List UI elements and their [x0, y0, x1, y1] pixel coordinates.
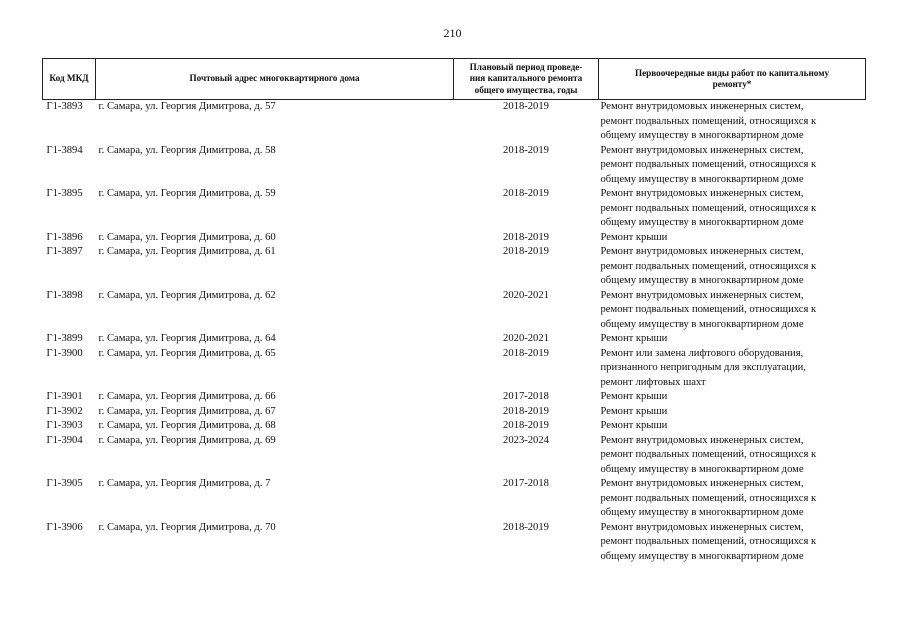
- period-cell: 2018-2019: [503, 101, 549, 112]
- mkd-code-cell: Г1-3901: [46, 391, 83, 402]
- mkd-code-cell: Г1-3899: [46, 333, 83, 344]
- table-row: [43, 100, 866, 144]
- period-cell: 2018-2019: [503, 144, 549, 156]
- works-line: Ремонт внутридомовых инженерных систем,: [600, 144, 804, 156]
- works-line: ремонт лифтовых шахт: [600, 376, 706, 388]
- period-cell: 2018-2019: [503, 521, 549, 533]
- address-cell: г. Самара, ул. Георгия Димитрова, д. 58: [98, 144, 276, 156]
- period-cell: 2018-2019: [503, 347, 549, 359]
- address-cell: г. Самара, ул. Георгия Димитрова, д. 7: [98, 478, 271, 489]
- works-cell: [599, 434, 866, 478]
- works-cell: [599, 477, 866, 521]
- works-line: ремонт подвальных помещений, относящихся к: [600, 449, 817, 460]
- mkd-code-cell: Г1-3894: [46, 144, 83, 156]
- table-row: [43, 521, 866, 565]
- mkd-code-cell: Г1-3896: [46, 231, 83, 243]
- period-cell: 2017-2018: [503, 391, 549, 402]
- table-header-row: [43, 59, 866, 100]
- works-cell: [599, 332, 866, 347]
- works-cell: [599, 245, 866, 289]
- works-line: Ремонт крыши: [600, 231, 668, 243]
- period-cell: 2018-2019: [503, 231, 549, 243]
- header-period-line: общего имущества, годы: [474, 84, 578, 95]
- works-line: ремонт подвальных помещений, относящихся к: [600, 115, 817, 127]
- address-cell: г. Самара, ул. Георгия Димитрова, д. 61: [98, 246, 276, 257]
- table-row: [43, 347, 866, 391]
- works-line: Ремонт внутридомовых инженерных систем,: [600, 478, 804, 489]
- address-cell: г. Самара, ул. Георгия Димитрова, д. 70: [98, 521, 276, 533]
- header-code: Код МКД: [43, 59, 96, 100]
- works-cell: [599, 144, 866, 188]
- works-cell: [599, 521, 866, 565]
- address-cell: г. Самара, ул. Георгия Димитрова, д. 60: [98, 231, 276, 243]
- table-row: [43, 405, 866, 420]
- works-cell: [599, 289, 866, 333]
- period-cell: 2017-2018: [503, 478, 549, 489]
- capital-repair-table: [42, 58, 866, 564]
- works-cell: [599, 405, 866, 420]
- works-line: общему имуществу в многоквартирном доме: [600, 173, 804, 185]
- works-cell: [599, 390, 866, 405]
- table-row: [43, 390, 866, 405]
- table-row: [43, 144, 866, 188]
- works-line: Ремонт крыши: [600, 405, 668, 417]
- works-line: общему имуществу в многоквартирном доме: [600, 550, 804, 562]
- works-line: Ремонт или замена лифтового оборудования,: [600, 347, 804, 359]
- works-line: ремонт подвальных помещений, относящихся к: [600, 202, 817, 214]
- works-line: Ремонт крыши: [600, 391, 668, 402]
- works-line: признанного непригодным для эксплуатации,: [600, 362, 806, 373]
- period-cell: 2018-2019: [503, 188, 549, 199]
- header-address: Почтовый адрес многоквартирного дома: [96, 59, 454, 100]
- works-line: ремонт подвальных помещений, относящихся к: [600, 536, 817, 547]
- works-line: общему имуществу в многоквартирном доме: [600, 130, 804, 141]
- period-cell: 2020-2021: [503, 289, 549, 301]
- works-line: Ремонт внутридомовых инженерных систем,: [600, 188, 804, 199]
- header-period: [454, 59, 599, 100]
- works-line: общему имуществу в многоквартирном доме: [600, 318, 804, 330]
- works-cell: [599, 100, 866, 144]
- table-row: [43, 332, 866, 347]
- period-cell: 2018-2019: [503, 405, 549, 417]
- mkd-code-cell: Г1-3906: [46, 521, 83, 533]
- works-line: Ремонт внутридомовых инженерных систем,: [600, 289, 804, 301]
- works-line: ремонт подвальных помещений, относящихся к: [600, 260, 817, 272]
- address-cell: г. Самара, ул. Георгия Димитрова, д. 62: [98, 289, 276, 301]
- works-cell: [599, 419, 866, 434]
- address-cell: г. Самара, ул. Георгия Димитрова, д. 69: [98, 434, 276, 446]
- header-works-line: ремонту*: [712, 79, 752, 89]
- header-works: [599, 59, 866, 100]
- period-cell: 2020-2021: [503, 333, 549, 344]
- table-row: [43, 187, 866, 231]
- address-cell: г. Самара, ул. Георгия Димитрова, д. 59: [98, 188, 276, 199]
- address-cell: г. Самара, ул. Георгия Димитрова, д. 66: [98, 391, 276, 402]
- address-cell: г. Самара, ул. Георгия Димитрова, д. 65: [98, 347, 276, 359]
- works-line: Ремонт внутридомовых инженерных систем,: [600, 434, 804, 446]
- works-line: общему имуществу в многоквартирном доме: [600, 275, 804, 286]
- address-cell: г. Самара, ул. Георгия Димитрова, д. 68: [98, 420, 276, 431]
- works-line: общему имуществу в многоквартирном доме: [600, 217, 804, 228]
- table-row: [43, 245, 866, 289]
- works-line: ремонт подвальных помещений, относящихся к: [600, 159, 817, 170]
- mkd-code-cell: Г1-3897: [46, 246, 83, 257]
- mkd-code-cell: Г1-3902: [46, 405, 83, 417]
- mkd-code-cell: Г1-3893: [46, 101, 83, 112]
- table-row: [43, 419, 866, 434]
- period-cell: 2018-2019: [503, 420, 549, 431]
- works-cell: [599, 187, 866, 231]
- address-cell: г. Самара, ул. Георгия Димитрова, д. 64: [98, 333, 276, 344]
- header-period-line: Плановый период проведе-: [469, 61, 583, 72]
- period-cell: 2023-2024: [503, 434, 549, 446]
- header-period-line: ния капитального ремонта: [469, 73, 583, 84]
- mkd-code-cell: Г1-3900: [46, 347, 83, 359]
- address-cell: г. Самара, ул. Георгия Димитрова, д. 57: [98, 101, 276, 112]
- works-line: ремонт подвальных помещений, относящихся к: [600, 492, 817, 504]
- table-row: [43, 289, 866, 333]
- table-row: [43, 231, 866, 246]
- works-cell: [599, 347, 866, 391]
- works-line: Ремонт внутридомовых инженерных систем,: [600, 246, 804, 257]
- works-line: Ремонт крыши: [600, 333, 668, 344]
- mkd-code-cell: Г1-3895: [46, 188, 83, 199]
- mkd-code-cell: Г1-3904: [46, 434, 83, 446]
- works-line: Ремонт внутридомовых инженерных систем,: [600, 521, 804, 533]
- works-line: общему имуществу в многоквартирном доме: [600, 463, 804, 475]
- mkd-code-cell: Г1-3898: [46, 289, 83, 301]
- address-cell: г. Самара, ул. Георгия Димитрова, д. 67: [98, 405, 276, 417]
- table-row: [43, 477, 866, 521]
- table-row: [43, 434, 866, 478]
- works-line: ремонт подвальных помещений, относящихся к: [600, 304, 817, 315]
- works-line: Ремонт внутридомовых инженерных систем,: [600, 101, 804, 112]
- page-number: 210: [443, 26, 462, 40]
- works-cell: [599, 231, 866, 246]
- mkd-code-cell: Г1-3905: [46, 478, 83, 489]
- works-line: общему имуществу в многоквартирном доме: [600, 507, 804, 518]
- works-line: Ремонт крыши: [600, 420, 668, 431]
- period-cell: 2018-2019: [503, 246, 549, 257]
- mkd-code-cell: Г1-3903: [46, 420, 83, 431]
- header-works-line: Первоочередные виды работ по капитальному: [634, 67, 830, 78]
